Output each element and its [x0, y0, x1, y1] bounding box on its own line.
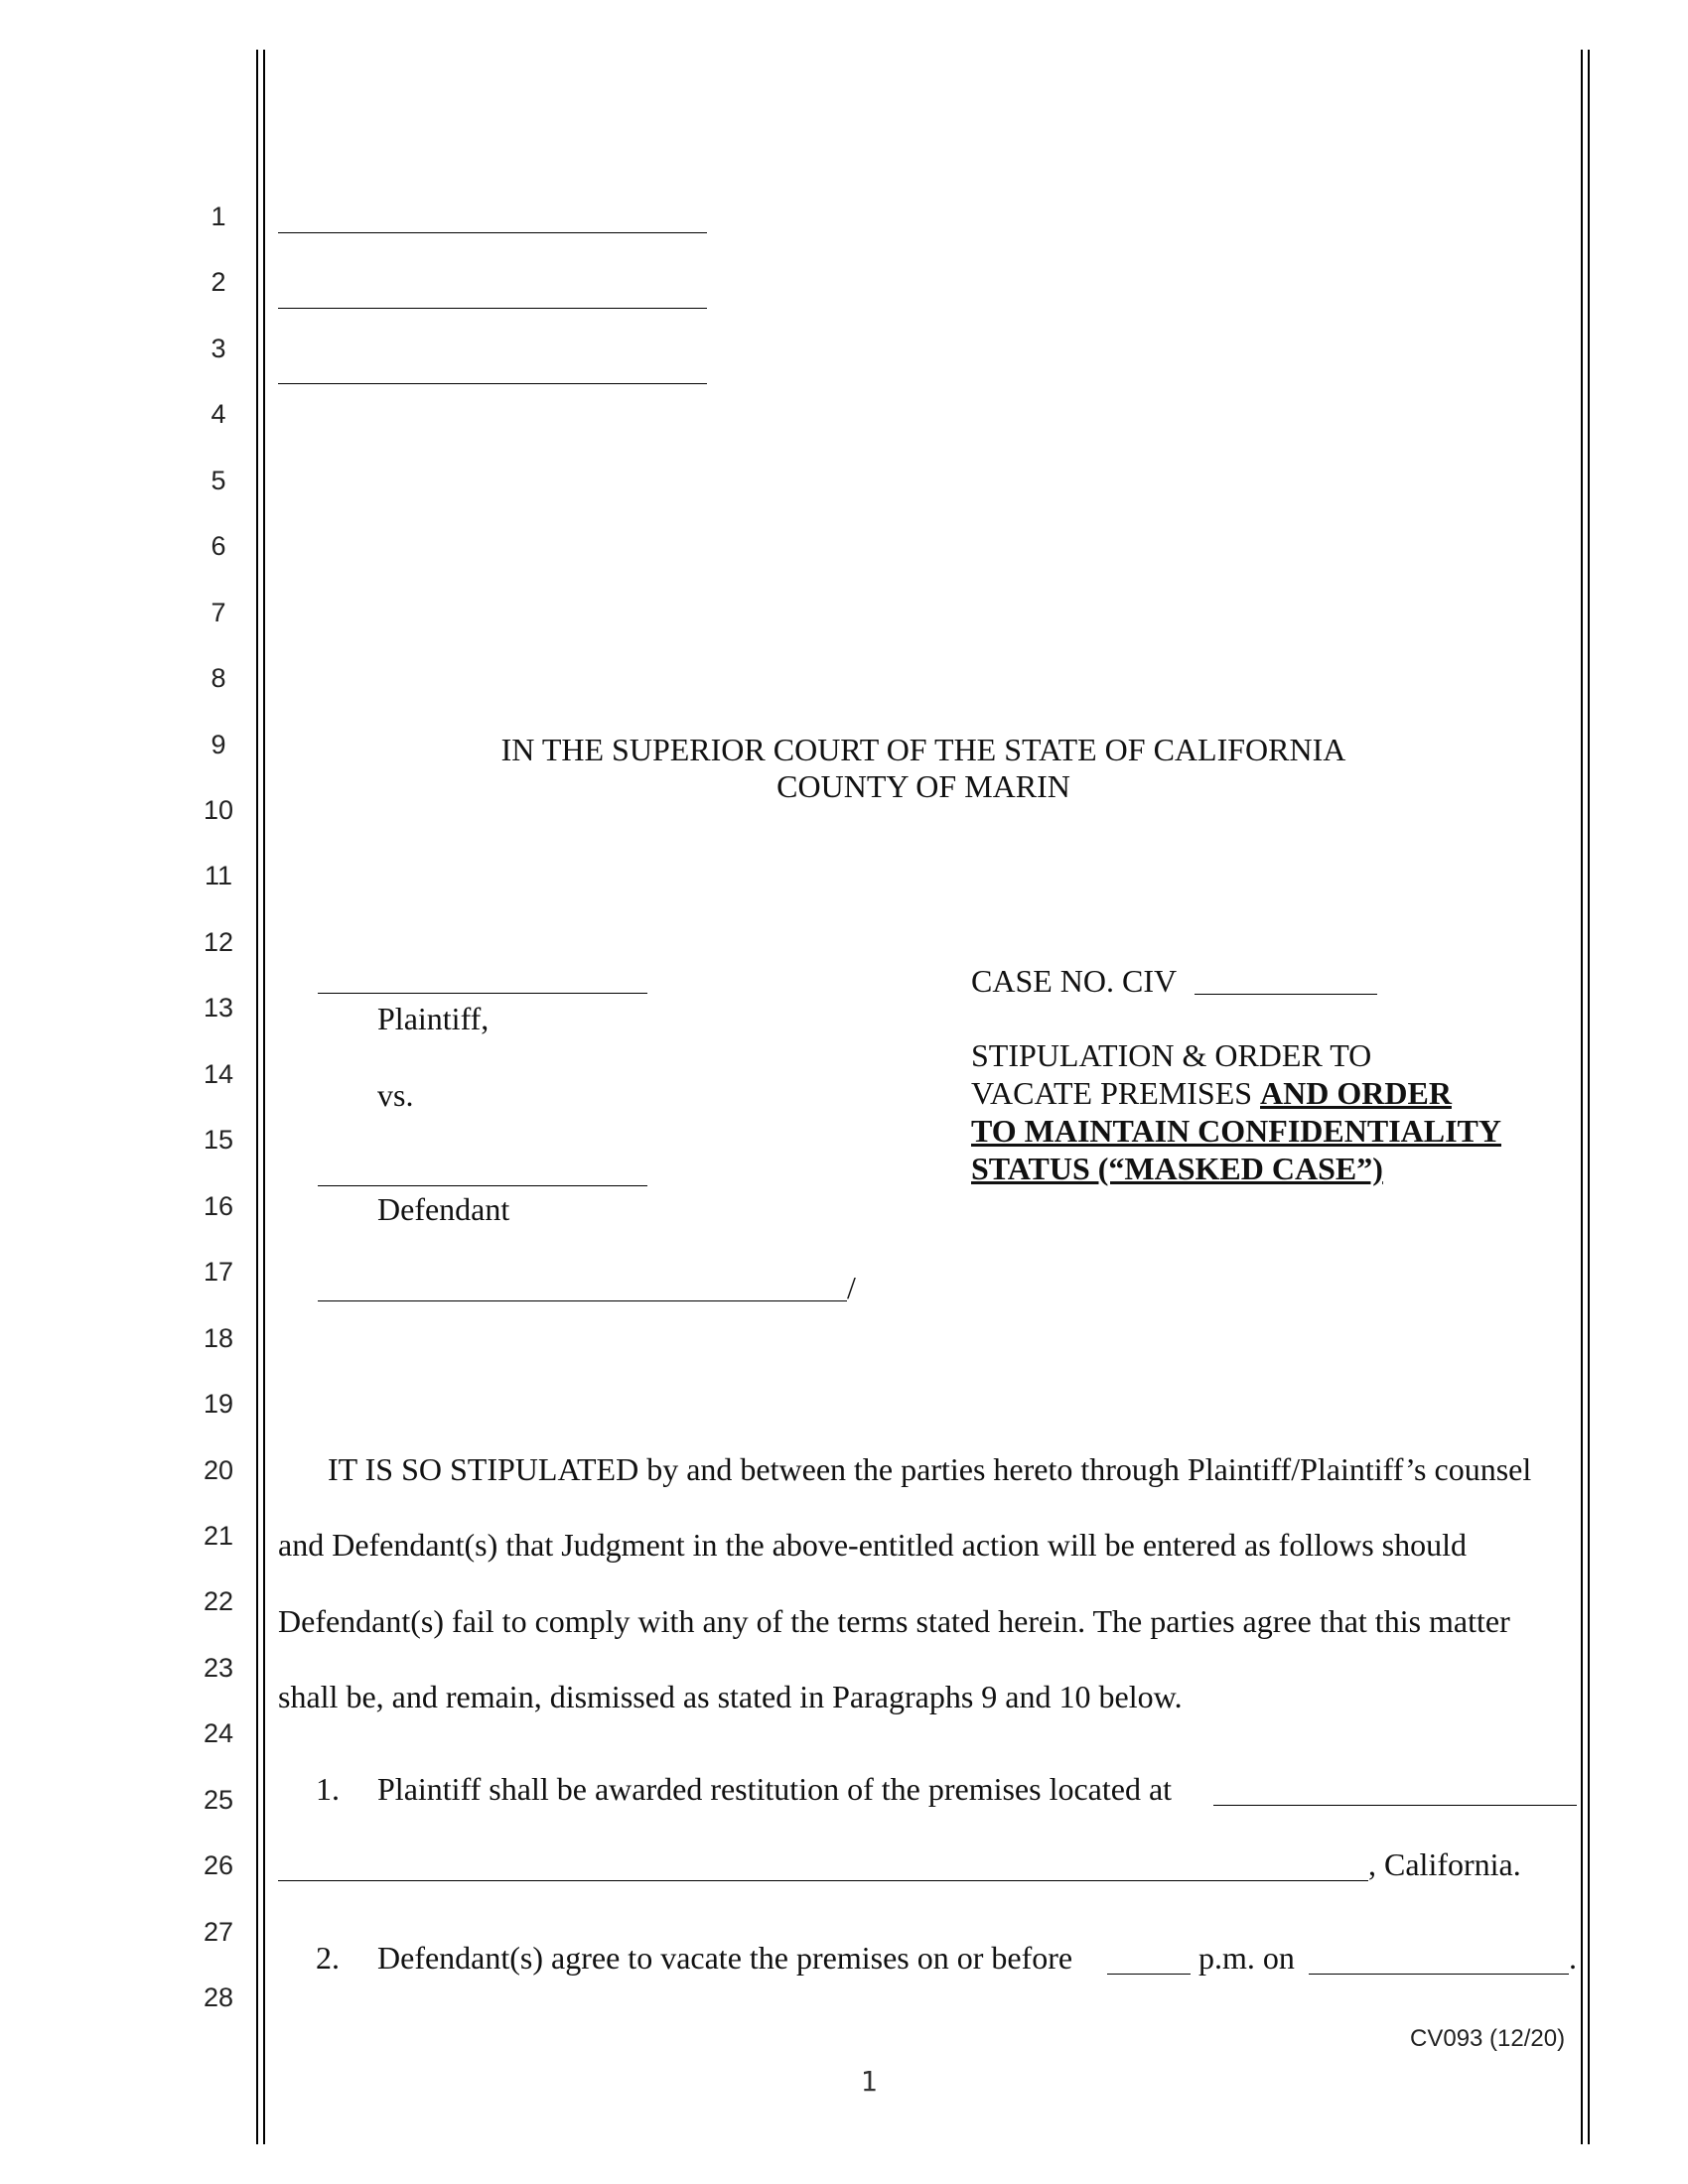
line-number: 8 — [211, 663, 226, 693]
attorney-address-blank[interactable] — [278, 308, 707, 309]
stipulation-paragraph-line4: shall be, and remain, dismissed as stated in Paragraphs 9 and 10 below. — [278, 1679, 1183, 1714]
defendant-label: Defendant — [377, 1191, 510, 1227]
line-number: 28 — [203, 1982, 234, 2012]
line-number: 11 — [204, 861, 233, 890]
caption-slash: / — [847, 1270, 856, 1305]
item2-text-a: Defendant(s) agree to vacate the premises on or before — [377, 1940, 1073, 1976]
line-number: 17 — [203, 1257, 234, 1287]
line-number: 5 — [211, 466, 226, 495]
attorney-name-blank[interactable] — [278, 232, 707, 233]
line-number: 15 — [203, 1125, 234, 1155]
versus-label: vs. — [377, 1077, 414, 1113]
item1-number: 1. — [316, 1771, 340, 1807]
line-number: 19 — [203, 1389, 234, 1419]
line-number: 14 — [203, 1059, 234, 1089]
line-number: 25 — [203, 1785, 234, 1815]
defendant-name-blank[interactable] — [318, 1185, 647, 1186]
document-title-line2-plain: VACATE PREMISES — [971, 1075, 1261, 1111]
premises-address-blank[interactable] — [1213, 1805, 1577, 1806]
item2-text-b: p.m. on — [1198, 1940, 1295, 1976]
line-number: 20 — [203, 1455, 234, 1485]
county-heading: COUNTY OF MARIN — [776, 768, 1070, 804]
line-number: 18 — [203, 1323, 234, 1353]
line-number: 12 — [203, 927, 234, 957]
line-number: 4 — [211, 399, 226, 429]
item2-period: . — [1569, 1940, 1577, 1976]
vacate-time-blank[interactable] — [1107, 1974, 1191, 1975]
court-name-heading: IN THE SUPERIOR COURT OF THE STATE OF CALIFORNIA — [500, 732, 1346, 767]
plaintiff-label: Plaintiff, — [377, 1001, 490, 1036]
item1-suffix: , California. — [1368, 1846, 1521, 1882]
premises-city-blank[interactable] — [278, 1880, 1368, 1881]
document-title-line2-bold: AND ORDER — [1260, 1075, 1452, 1111]
right-margin-rule-outer — [1588, 50, 1590, 2144]
stipulation-paragraph-line1: IT IS SO STIPULATED by and between the parties hereto through Plaintiff/Plaintiff’s counsel — [328, 1451, 1532, 1487]
item2-number: 2. — [316, 1940, 340, 1976]
line-number: 22 — [203, 1586, 234, 1616]
line-number: 3 — [211, 334, 226, 363]
caption-closing-blank[interactable] — [318, 1300, 847, 1301]
plaintiff-name-blank[interactable] — [318, 993, 647, 994]
left-margin-rule-inner — [263, 50, 265, 2144]
document-title-line4: STATUS (“MASKED CASE”) — [971, 1151, 1383, 1186]
line-number: 27 — [203, 1917, 234, 1947]
page-number: 1 — [860, 2065, 878, 2098]
line-number: 9 — [211, 730, 226, 759]
vacate-date-blank[interactable] — [1309, 1974, 1569, 1975]
line-number: 24 — [203, 1718, 234, 1748]
line-number: 10 — [203, 795, 234, 825]
line-number: 2 — [211, 267, 226, 297]
line-number: 13 — [203, 993, 234, 1023]
document-title-line2 — [971, 1074, 1452, 1112]
line-number: 7 — [211, 598, 226, 627]
line-number: 16 — [203, 1191, 234, 1221]
line-number: 23 — [203, 1653, 234, 1683]
case-number-label: CASE NO. CIV — [971, 963, 1178, 999]
right-margin-rule-inner — [1581, 50, 1583, 2144]
case-number-blank[interactable] — [1195, 994, 1377, 995]
attorney-phone-blank[interactable] — [278, 383, 707, 384]
line-number: 21 — [203, 1521, 234, 1551]
left-margin-rule-outer — [256, 50, 258, 2144]
item1-text: Plaintiff shall be awarded restitution of the premises located at — [377, 1771, 1173, 1807]
document-title-line3: TO MAINTAIN CONFIDENTIALITY — [971, 1113, 1501, 1149]
form-identifier: CV093 (12/20) — [1410, 2025, 1566, 2052]
line-number: 6 — [211, 531, 226, 561]
stipulation-paragraph-line3: Defendant(s) fail to comply with any of the terms stated herein. The parties agree that this matter — [278, 1603, 1510, 1639]
line-number: 1 — [211, 202, 226, 231]
line-number: 26 — [203, 1850, 234, 1880]
stipulation-paragraph-line2: and Defendant(s) that Judgment in the above-entitled action will be entered as follows should — [278, 1527, 1467, 1563]
document-title-line1: STIPULATION & ORDER TO — [971, 1037, 1372, 1073]
